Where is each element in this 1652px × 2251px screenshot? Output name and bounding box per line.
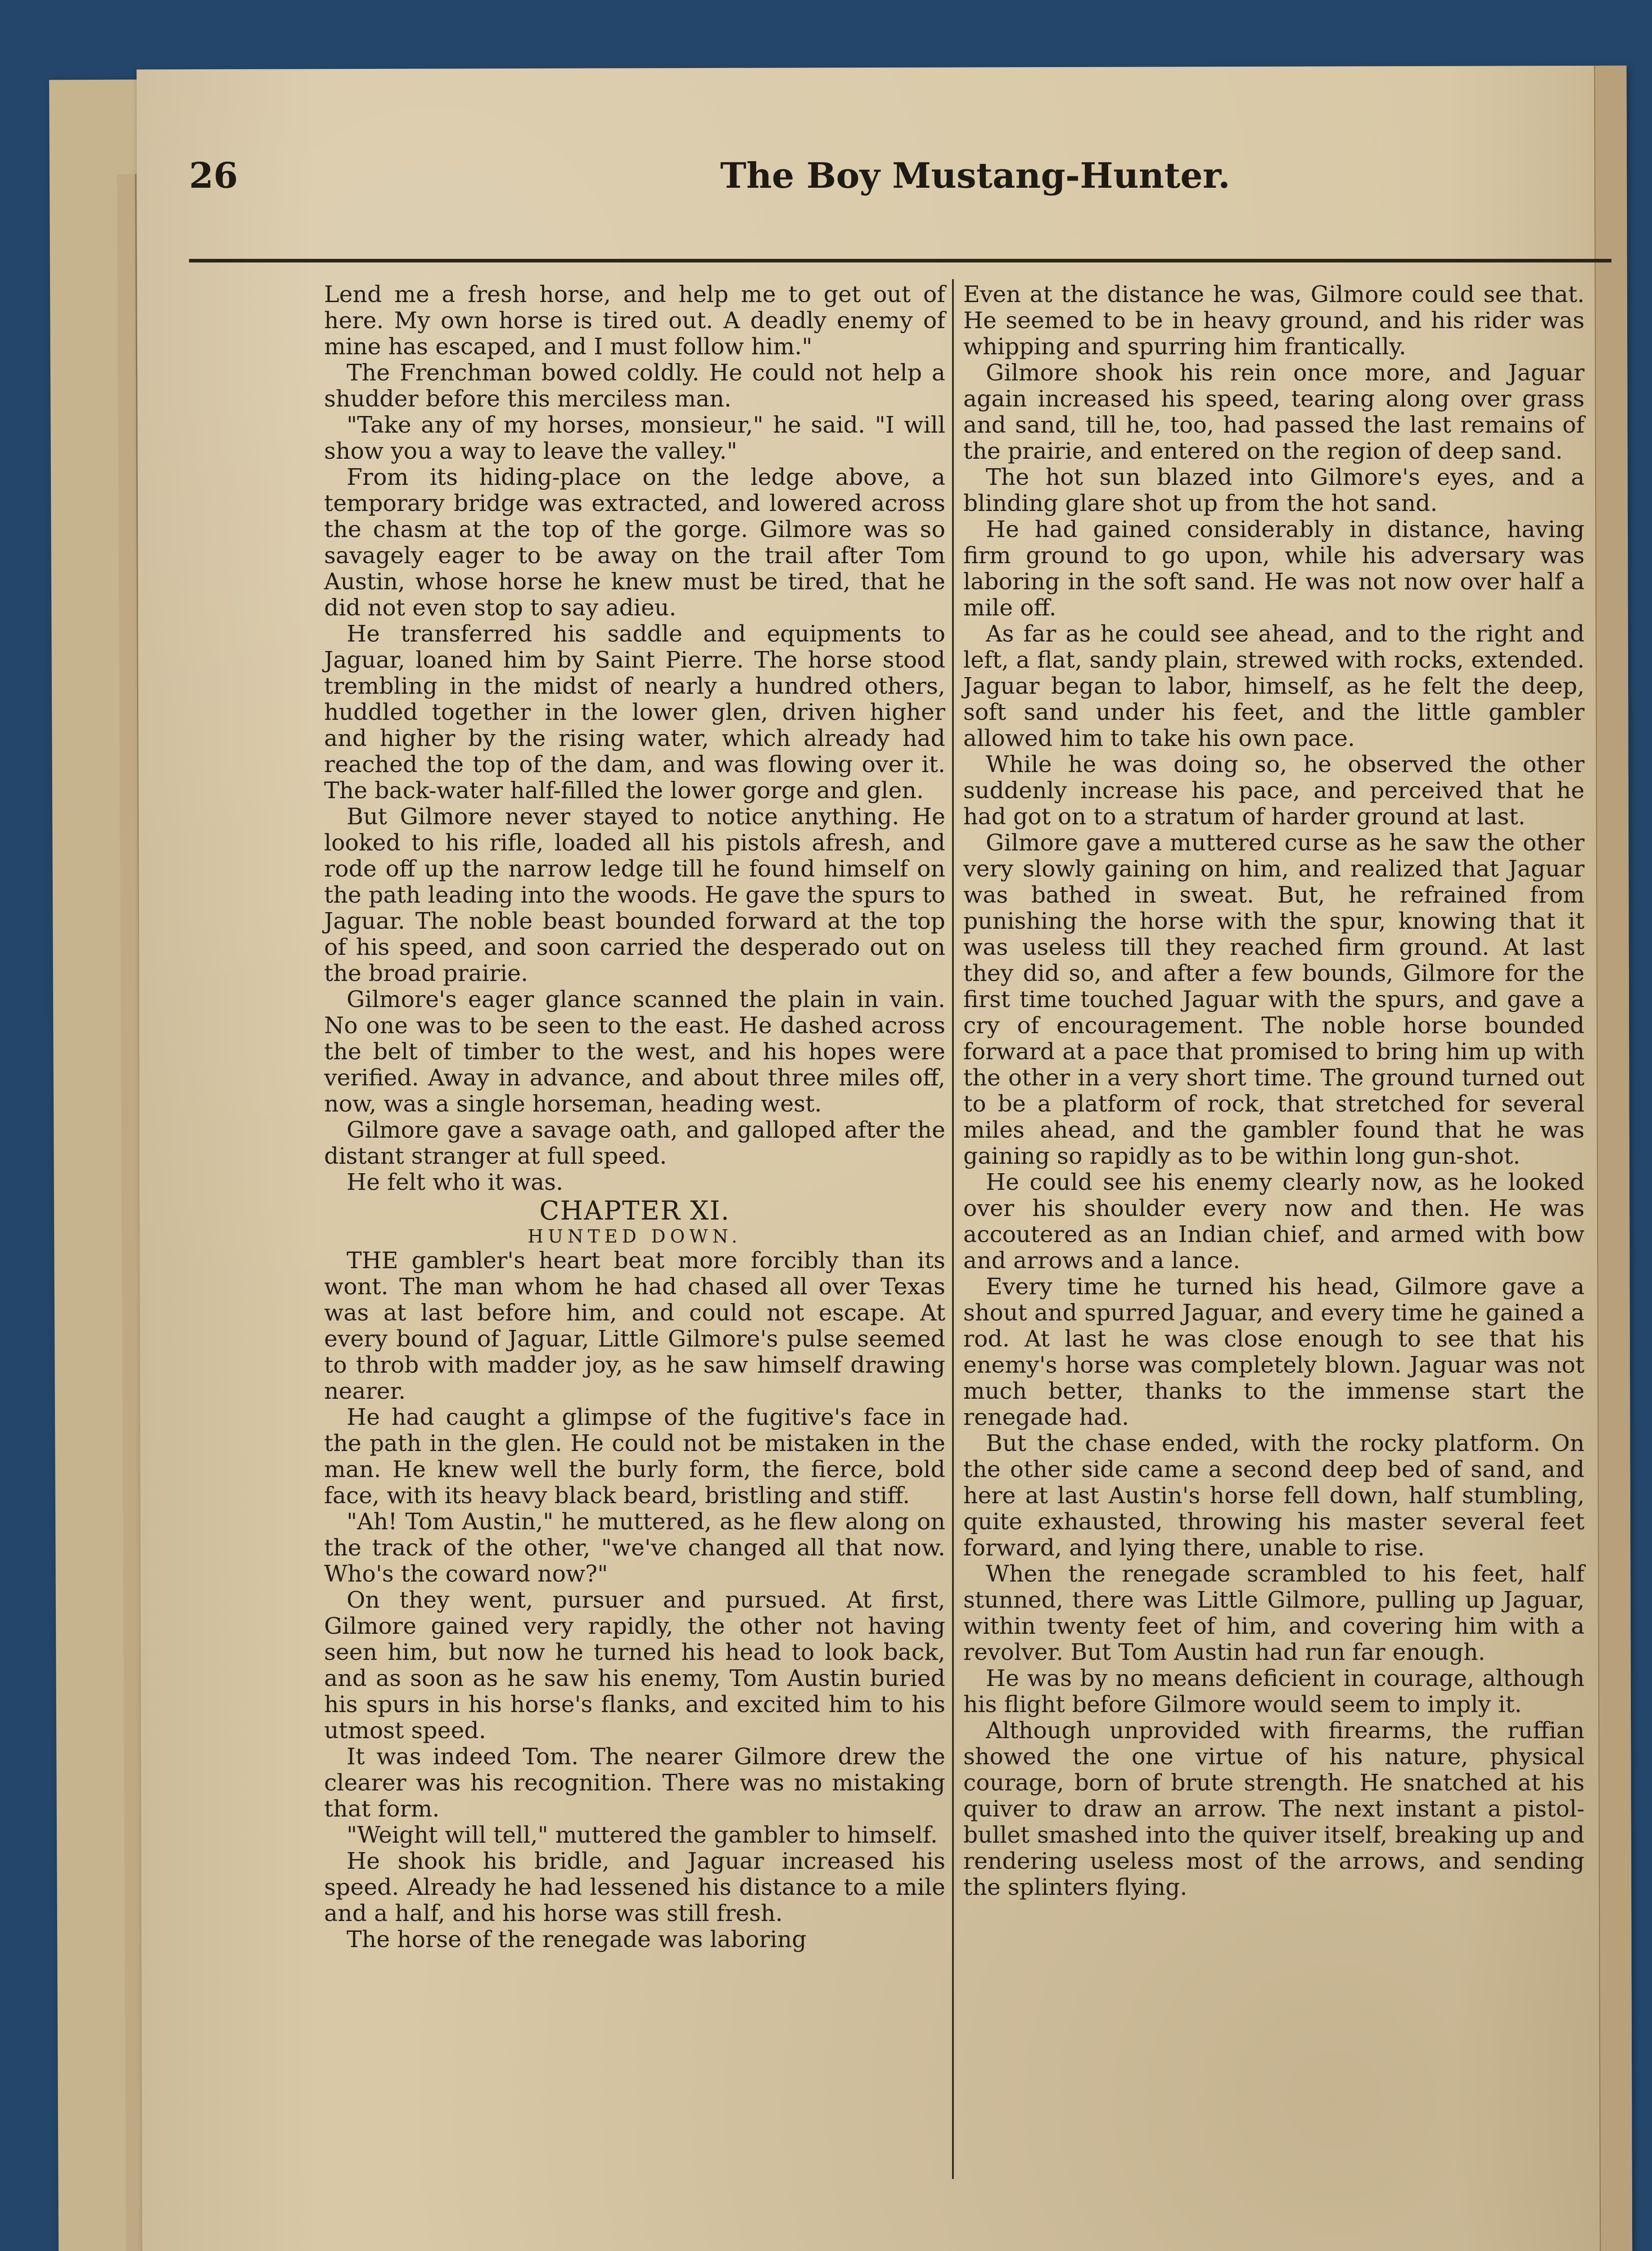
paragraph: Gilmore gave a savage oath, and galloped after the distant stranger at full speed. (324, 1116, 945, 1169)
paragraph: He was by no means deficient in courage, although his flight before Gilmore would seem to imply it. (963, 1665, 1584, 1718)
paragraph: He had caught a glimpse of the fugitive's face in the path in the glen. He could not be mistaken in the man. He knew well the burly form, the fierce, bold face, with its heavy black beard, bristling and stiff. (324, 1404, 945, 1509)
paragraph: Although unprovided with firearms, the ruffian showed the one virtue of his nature, physical courage, born of brute strength. He snatched at his quiver to draw an arrow. The next instant a pistol-bullet smashed into the quiver itself, breaking up and rendering useless most of the arrows, and sending the splinters flying. (963, 1717, 1584, 1900)
paragraph: As far as he could see ahead, and to the right and left, a flat, sandy plain, strewed with rocks, extended. Jaguar began to labor, himself, as he felt the deep, soft sand under his feet, and the little gambler allowed him to take his own pace. (963, 620, 1584, 751)
paragraph: But the chase ended, with the rocky platform. On the other side came a second deep bed of sand, and here at last Austin's horse fell down, half stumbling, quite exhausted, throwing his master several feet forward, and lying there, unable to rise. (963, 1430, 1584, 1561)
page-header (189, 155, 1611, 214)
header-rule (189, 259, 1611, 262)
chapter-heading: CHAPTER XI. (539, 1195, 730, 1226)
next-page-edge (1594, 66, 1632, 2251)
paragraph: Every time he turned his head, Gilmore gave a shout and spurred Jaguar, and every time he gained a rod. At last he was close enough to see that his enemy's horse was completely blown. Jaguar was not much better, thanks to the immense start the renegade had. (963, 1273, 1584, 1430)
page-number: 26 (189, 155, 238, 196)
left-column (324, 281, 945, 2186)
paragraph: THE gambler's heart beat more forcibly than its wont. The man whom he had chased all over Texas was at last before him, and could not escape. At every bound of Jaguar, Little Gilmore's pulse seemed to throb with madder joy, as he saw himself drawing nearer. (324, 1247, 945, 1404)
paragraph: On they went, pursuer and pursued. At first, Gilmore gained very rapidly, the other not having seen him, but now he turned his head to look back, and as soon as he saw his enemy, Tom Austin buried his spurs in his horse's flanks, and excited him to his utmost speed. (324, 1587, 945, 1744)
paragraph: Gilmore shook his rein once more, and Jaguar again increased his speed, tearing along over grass and sand, till he, too, had passed the last remains of the prairie, and entered on the region of deep sand. (963, 359, 1584, 464)
paragraph: The hot sun blazed into Gilmore's eyes, and a blinding glare shot up from the hot sand. (963, 464, 1584, 516)
paragraph: Gilmore gave a muttered curse as he saw the other very slowly gaining on him, and realized that Jaguar was bathed in sweat. But, he refrained from punishing the horse with the spur, knowing that it was useless till they reached firm ground. At last they did so, and after a few bounds, Gilmore for the first time touched Jaguar with the spurs, and gave a cry of encouragement. The noble horse bounded forward at a pace that promised to bring him up with the other in a very short time. The ground turned out to be a platform of rock, that stretched for several miles ahead, and the gambler found that he was gaining so rapidly as to be within long gun-shot. (963, 829, 1584, 1169)
paragraph: He felt who it was. (347, 1169, 564, 1195)
paragraph: The horse of the renegade was laboring (347, 1926, 807, 1953)
paragraph: He could see his enemy clearly now, as he looked over his shoulder every now and then. He was accoutered as an Indian chief, and armed with bow and arrows and a lance. (963, 1169, 1584, 1274)
paragraph: He shook his bridle, and Jaguar increased his speed. Already he had lessened his distance to a mile and a half, and his horse was still fresh. (324, 1848, 945, 1926)
paragraph: "Ah! Tom Austin," he muttered, as he flew along on the track of the other, "we've changed all that now. Who's the coward now?" (324, 1508, 945, 1587)
paragraph: He transferred his saddle and equipments to Jaguar, loaned him by Saint Pierre. The horse stood trembling in the midst of nearly a hundred others, huddled together in the lower glen, driven higher and higher by the rising water, which already had reached the top of the dam, and was flowing over it. The back-water half-filled the lower gorge and glen. (324, 620, 945, 804)
paragraph: The Frenchman bowed coldly. He could not help a shudder before this merciless man. (324, 359, 945, 412)
paragraph: Even at the distance he was, Gilmore could see that. He seemed to be in heavy ground, and his rider was whipping and spurring him frantically. (963, 281, 1584, 360)
paragraph: While he was doing so, he observed the other suddenly increase his pace, and perceived that he had got on to a stratum of harder ground at last. (963, 751, 1584, 830)
chapter-subtitle: HUNTED DOWN. (528, 1226, 742, 1247)
paragraph: "Weight will tell," muttered the gambler to himself. (347, 1822, 938, 1848)
running-title: The Boy Mustang-Hunter. (720, 155, 1230, 196)
column-divider (952, 279, 954, 2179)
paragraph: Gilmore's eager glance scanned the plain in vain. No one was to be seen to the east. He dashed across the belt of timber to the west, and his hopes were verified. Away in advance, and about three miles off, now, was a single horseman, heading west. (324, 986, 945, 1117)
paragraph: When the renegade scrambled to his feet, half stunned, there was Little Gilmore, pulling up Jaguar, within twenty feet of him, and covering him with a revolver. But Tom Austin had run far enough. (963, 1560, 1584, 1665)
paragraph: He had gained considerably in distance, having firm ground to go upon, while his adversary was laboring in the soft sand. He was not now over half a mile off. (963, 516, 1584, 621)
right-column (963, 281, 1584, 2186)
paragraph: "Take any of my horses, monsieur," he said. "I will show you a way to leave the valley." (324, 411, 945, 464)
paragraph: But Gilmore never stayed to notice anything. He looked to his rifle, loaded all his pistols afresh, and rode off up the narrow ledge till he found himself on the path leading into the woods. He gave the spurs to Jaguar. The noble beast bounded forward at the top of his speed, and soon carried the desperado out on the broad prairie. (324, 803, 945, 986)
paragraph: It was indeed Tom. The nearer Gilmore drew the clearer was his recognition. There was no mistaking that form. (324, 1743, 945, 1822)
paragraph: From its hiding-place on the ledge above, a temporary bridge was extracted, and lowered across the chasm at the top of the gorge. Gilmore was so savagely eager to be away on the trail after Tom Austin, whose horse he knew must be tired, that he did not even stop to say adieu. (324, 464, 945, 621)
paragraph: Lend me a fresh horse, and help me to get out of here. My own horse is tired out. A deadly enemy of mine has escaped, and I must follow him." (324, 281, 945, 360)
